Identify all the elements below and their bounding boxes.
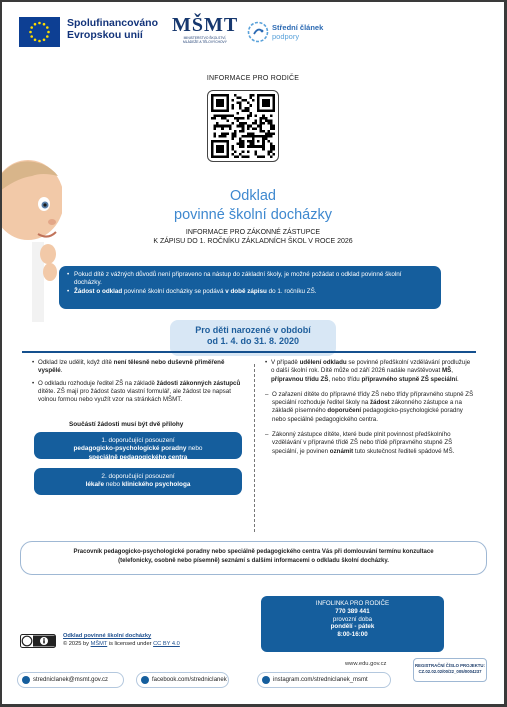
right-p1-b: udělení odkladu: [299, 359, 347, 366]
msmt-logo-text: MŠMT: [172, 14, 239, 36]
intro-bullet-2: [67, 288, 431, 296]
consultation-note: [20, 541, 487, 575]
msmt-sub-2: MLÁDEŽE A TĚLOVÝCHOVY: [183, 40, 227, 44]
right-p2-e: pedagogicko-psychologické poradny nebo speciálně pedagogického centra.: [272, 407, 463, 423]
reg-line-1: REGISTRAČNÍ ČÍSLO PROJEKTU:: [415, 663, 485, 668]
right-p3-c: tuto skutečnost řediteli spádové MŠ.: [353, 447, 455, 455]
right-p1-d: MŠ: [441, 367, 452, 375]
period-line-2: od 1. 4. do 31. 8. 2020: [206, 336, 300, 346]
section-divider: [22, 351, 476, 353]
pill2-b: lékaře: [85, 481, 105, 489]
hotline-hours: 8:00-16:00: [337, 631, 368, 639]
pill2-d: klinického psychologa: [121, 481, 191, 489]
email-pill[interactable]: [17, 672, 124, 688]
info-rodice-label: INFORMACE PRO RODIČE: [206, 75, 300, 82]
right-p1-f: přípravnou třídu ZŠ: [271, 375, 329, 383]
period-line-1: Pro děti narozené v období: [195, 325, 311, 335]
attachment-1-pill: [34, 432, 242, 459]
reg-line-2: CZ.02.02.02/00/22_005/0004237: [418, 668, 482, 674]
right-p1-c: se povinné předškolní vzdělávání prodlužuje o další školní rok. Dítě může od září 2026 nadále navštěvovat: [271, 359, 471, 375]
license-author-link[interactable]: MŠMT: [90, 640, 108, 647]
right-p1-i: .: [457, 375, 459, 383]
right-p2-a: O zařazení dítěte do přípravné třídy ZŠ nebo třídy přípravného stupně ZŠ speciální rozhoduje ředitel školy na: [272, 390, 474, 407]
title-line-2: povinné školní docházky: [174, 207, 332, 223]
left-p1-b: není tělesně nebo duševně přiměřeně vyspělé: [38, 359, 225, 375]
sc-line-2: podpory: [272, 31, 300, 41]
right-p2-d: doporučení: [327, 407, 362, 415]
email-icon: [22, 676, 30, 684]
right-dash-2: [265, 431, 475, 456]
hotline-box: [261, 596, 444, 652]
title-line-1: Odklad: [230, 188, 276, 204]
license-text: [63, 633, 180, 648]
right-dash-1: [265, 391, 475, 424]
sc-line-1: Střední článek: [272, 23, 324, 32]
right-p1-e: ,: [451, 367, 453, 375]
note-line-1: Pracovník pedagogicko-psychologické poradny nebo speciálně pedagogického centra Vás při domlouvání termínu konzultace: [73, 549, 434, 555]
right-p2-c: zákonného zástupce a na základě písemného: [272, 399, 462, 415]
right-p1-h: přípravného stupně ZŠ speciální: [361, 375, 458, 383]
instagram-pill[interactable]: [257, 672, 391, 688]
intro-bullet-1: [67, 271, 431, 288]
left-p1-c: .: [60, 367, 63, 375]
note-line-2: (telefonicky, osobně nebo písemně) seznámí s dalšími informacemi o odkladu školní docházky.: [118, 558, 389, 564]
intro-b2-d: do 1. ročníku ZŠ.: [266, 287, 317, 295]
instagram-icon: [262, 676, 270, 684]
qr-code[interactable]: [207, 90, 279, 162]
left-bullet-2: [32, 380, 247, 405]
pill1-c: nebo: [186, 445, 203, 453]
poster-page: [2, 2, 504, 704]
intro-b2-b: povinné školní docházky se podává: [122, 287, 226, 295]
pill2-c: nebo: [104, 481, 122, 489]
attachments-title: Součástí žádosti musí být dvě přílohy: [69, 421, 184, 428]
subtitle-line-1: INFORMACE PRO ZÁKONNÉ ZÁSTUPCE: [185, 229, 321, 236]
eu-flag-icon: [19, 17, 60, 47]
right-column: [265, 359, 475, 460]
intro-bullet-1-text: Pokud dítě z vážných důvodů není připraveno na nástup do základní školy, je možné požádat o odklad povinné školní docházky.: [74, 271, 402, 287]
left-p2-c: dítěte. ZŠ mají pro žádost často vlastní formulář, ale žádost lze napsat volnou formou nebo využít vzor na stránkách MŠMT.: [38, 387, 231, 404]
subtitle-line-2: K ZÁPISU DO 1. ROČNÍKU ZÁKLADNÍCH ŠKOL V ROCE 2026: [153, 237, 353, 245]
right-p2-b: žádost: [370, 399, 390, 407]
left-bullet-1: [32, 359, 247, 376]
left-column: [32, 359, 247, 408]
web-link[interactable]: www.edu.gov.cz: [345, 661, 387, 667]
hotline-title: INFOLINKA PRO RODIČE: [315, 600, 390, 607]
eu-line-1: Spolufinancováno: [67, 17, 159, 29]
msmt-sub-1: MINISTERSTVO ŠKOLSTVÍ,: [183, 36, 227, 40]
right-p3-a: Zákonný zástupce dítěte, které bude plnit povinnost předškolního vzdělávání v přípravné třídě ZŠ nebo třídě přípravného stupně ZŠ speciální, je povinen: [272, 431, 453, 455]
cc-by-icon: [20, 634, 56, 648]
facebook-icon: [141, 676, 149, 684]
stredni-clanek-text: [272, 24, 323, 41]
hotline-hours-label: provozní doba: [332, 615, 373, 623]
intro-b2-c: v době zápisu: [225, 287, 267, 295]
hotline-phone[interactable]: 770 389 441: [335, 607, 370, 615]
right-p1-a: V případě: [271, 359, 300, 366]
facebook-text: facebook.com/strednicIanek: [152, 677, 227, 683]
eu-cofunding-text: [67, 17, 158, 41]
attachment-2-pill: [34, 468, 242, 495]
license-title[interactable]: Odklad povinné školní docházky: [63, 633, 152, 639]
left-p2-b: žádosti zákonných zástupců: [156, 379, 241, 387]
subtitle: [2, 229, 504, 246]
email-text: strednicIanek@msmt.gov.cz: [33, 677, 109, 683]
license-text-a: © 2025 by: [63, 640, 91, 647]
right-bullet-1: [265, 359, 475, 384]
pill1-b: pedagogicko-psychologické poradny: [73, 445, 187, 453]
left-p2-a: O odkladu rozhoduje ředitel ZŠ na základě: [38, 379, 157, 387]
registration-box: [413, 658, 487, 682]
license-cc-link[interactable]: CC BY 4.0: [153, 640, 180, 647]
pill1-d: speciálně pedagogického centra: [88, 453, 188, 461]
instagram-text: instagram.com/strednicIanek_msmt: [273, 677, 368, 683]
left-p1-a: Odklad lze udělit, když dítě: [38, 359, 114, 366]
intro-info-box: [59, 266, 441, 309]
eu-line-2: Evropskou unií: [67, 29, 143, 41]
pill2-a: 2. doporučující posouzení: [101, 473, 175, 480]
msmt-logo: [172, 14, 238, 52]
hotline-days: pondělí - pátek: [330, 623, 375, 631]
intro-b2-a: Žádost o odklad: [74, 287, 123, 295]
pill1-a: 1. doporučující posouzení: [101, 437, 175, 444]
facebook-pill[interactable]: [136, 672, 229, 688]
right-p3-b: oznámit: [329, 447, 354, 455]
column-separator: [254, 364, 255, 532]
right-p1-g: , nebo třídu: [328, 375, 362, 383]
stredni-clanek-logo-icon: [247, 21, 269, 43]
license-text-b: is licensed under: [107, 640, 154, 647]
